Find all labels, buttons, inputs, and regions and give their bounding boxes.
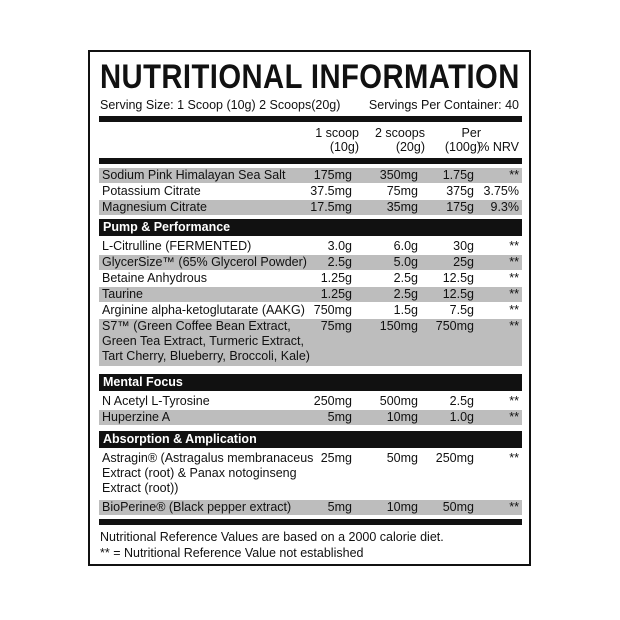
row-nrv: 9.3% [490, 200, 519, 214]
row-value-3: 250mg [435, 451, 474, 465]
row-nrv: ** [509, 255, 519, 269]
row-nrv: ** [509, 168, 519, 182]
row-value-1: 750mg [313, 303, 352, 317]
row-value-1: 175mg [313, 168, 352, 182]
section-header-absorption [99, 431, 522, 448]
row-value-3: 2.5g [449, 394, 474, 408]
footnote-nrv: Nutritional Reference Values are based on a 2000 calorie diet. [100, 530, 444, 544]
table-row [99, 184, 522, 199]
row-value-3: 12.5g [442, 271, 474, 285]
col-head-2-line2: (20g) [395, 140, 425, 154]
section-header-pump [99, 219, 522, 236]
row-value-2: 50mg [386, 451, 418, 465]
row-name: N Acetyl L-Tyrosine [102, 394, 210, 408]
row-nrv: ** [509, 319, 519, 333]
section-title: Mental Focus [103, 375, 183, 389]
row-value-3: 7.5g [449, 303, 474, 317]
row-value-2: 2.5g [393, 287, 418, 301]
row-value-2: 150mg [379, 319, 418, 333]
row-nrv: ** [509, 451, 519, 465]
table-row [99, 271, 522, 286]
table-row [99, 168, 522, 183]
row-nrv: ** [509, 394, 519, 408]
row-name-note: (Black pepper extract) [165, 500, 292, 514]
row-value-2: 75mg [386, 184, 418, 198]
row-name: Taurine [102, 287, 143, 301]
row-value-2: 350mg [379, 168, 418, 182]
table-row [99, 394, 522, 409]
row-nrv: ** [509, 271, 519, 285]
table-row [99, 319, 522, 366]
row-value-2: 10mg [386, 500, 418, 514]
row-name [102, 239, 251, 254]
col-head-1-line2: (10g) [329, 140, 359, 154]
row-nrv: ** [509, 303, 519, 317]
row-nrv: 3.75% [483, 184, 519, 198]
row-value-3: 1.0g [449, 410, 474, 424]
nutrition-panel [88, 50, 531, 566]
table-row [99, 239, 522, 254]
table-row [99, 287, 522, 302]
row-value-2: 10mg [386, 410, 418, 424]
row-value-1: 1.25g [320, 287, 352, 301]
servings-per-container: Servings Per Container: 40 [368, 98, 519, 112]
row-name [102, 255, 307, 270]
section-header-mental [99, 374, 522, 391]
row-value-3: 1.75g [442, 168, 474, 182]
row-name [102, 451, 322, 496]
row-value-1: 250mg [313, 394, 352, 408]
row-name-main: GlycerSize™ [102, 255, 175, 269]
footnote-asterisk: ** = Nutritional Reference Value not established [100, 546, 364, 560]
row-name: Huperzine A [102, 410, 171, 424]
col-head-1-scoop [315, 126, 359, 154]
col-head-1-line1: 1 scoop [315, 126, 359, 140]
row-name-note: (FERMENTED) [161, 239, 252, 253]
row-name [102, 319, 322, 364]
col-head-2-line1: 2 scoops [374, 126, 425, 140]
table-row [99, 451, 522, 498]
col-head-per-100g [445, 126, 481, 154]
row-nrv: ** [509, 287, 519, 301]
col-head-2-scoops [375, 126, 425, 154]
row-value-1: 2.5g [327, 255, 352, 269]
row-name-note: (Astragalus membranaceus Extract (root) & Panax notoginseng Extract (root)) [102, 451, 314, 495]
row-value-2: 1.5g [393, 303, 418, 317]
row-value-1: 25mg [320, 451, 352, 465]
table-row [99, 200, 522, 215]
row-name-main: Astragin® [102, 451, 158, 465]
panel-title: NUTRITIONAL INFORMATION [100, 58, 520, 96]
row-value-2: 2.5g [393, 271, 418, 285]
row-name: Betaine Anhydrous [102, 271, 207, 285]
row-name: Potassium Citrate [102, 184, 201, 198]
section-title: Pump & Performance [103, 220, 231, 234]
row-value-3: 750mg [435, 319, 474, 333]
divider-thick [99, 116, 522, 122]
col-head-nrv: % NRV [478, 140, 519, 154]
row-value-3: 50mg [442, 500, 474, 514]
row-name [102, 500, 291, 515]
row-name-main: L-Citrulline [102, 239, 162, 253]
row-value-1: 75mg [320, 319, 352, 333]
row-nrv: ** [509, 500, 519, 514]
col-head-3-line2: (100g) [444, 140, 481, 154]
row-value-1: 1.25g [320, 271, 352, 285]
row-value-3: 30g [453, 239, 474, 253]
divider-thick [99, 158, 522, 164]
row-name: Arginine alpha-ketoglutarate (AAKG) [102, 303, 305, 317]
row-value-1: 17.5mg [310, 200, 352, 214]
row-value-2: 500mg [379, 394, 418, 408]
table-row [99, 410, 522, 425]
row-value-1: 3.0g [327, 239, 352, 253]
row-value-1: 37.5mg [310, 184, 352, 198]
row-value-1: 5mg [327, 500, 352, 514]
row-name: Magnesium Citrate [102, 200, 207, 214]
row-value-2: 5.0g [393, 255, 418, 269]
row-value-3: 25g [453, 255, 474, 269]
row-name: Sodium Pink Himalayan Sea Salt [102, 168, 286, 182]
row-name-main: BioPerine® [102, 500, 166, 514]
row-nrv: ** [509, 410, 519, 424]
row-value-3: 375g [446, 184, 474, 198]
serving-size: Serving Size: 1 Scoop (10g) 2 Scoops(20g) [100, 98, 341, 112]
row-value-3: 175g [446, 200, 474, 214]
row-value-2: 35mg [386, 200, 418, 214]
row-name-note: (Green Coffee Bean Extract, Green Tea Extract, Turmeric Extract, Tart Cherry, Blueberry, Broccoli, Kale) [102, 319, 310, 363]
divider-thick [99, 519, 522, 525]
table-row [99, 500, 522, 515]
row-value-1: 5mg [327, 410, 352, 424]
row-name-note: (65% Glycerol Powder) [174, 255, 307, 269]
row-value-2: 6.0g [393, 239, 418, 253]
table-row [99, 255, 522, 270]
col-head-3-line1: Per [461, 126, 481, 140]
row-name-main: S7™ [102, 319, 130, 333]
table-row [99, 303, 522, 318]
section-title: Absorption & Amplication [103, 432, 257, 446]
row-value-3: 12.5g [442, 287, 474, 301]
row-nrv: ** [509, 239, 519, 253]
